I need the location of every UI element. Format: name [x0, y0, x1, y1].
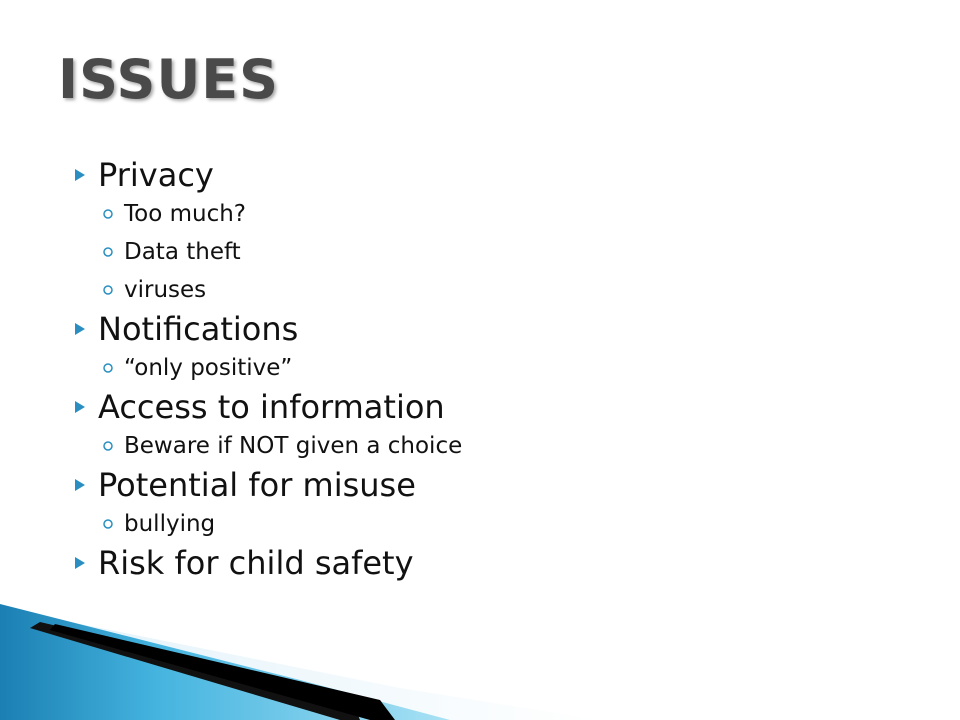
triangle-right-icon	[74, 556, 98, 570]
sub-bullet-text: Beware if NOT given a choice	[124, 433, 463, 459]
sub-bullet-text: viruses	[124, 277, 207, 303]
bullet-text: Notifications	[98, 310, 299, 348]
ring-icon	[102, 284, 124, 296]
bullet-text: Risk for child safety	[98, 544, 414, 582]
sub-bullet-text: bullying	[124, 511, 216, 537]
ring-icon	[102, 440, 124, 452]
sub-bullet-item	[74, 271, 462, 309]
bullet-item-access	[74, 387, 462, 427]
sub-bullet-item	[74, 505, 462, 543]
wave-blue-band	[0, 604, 450, 720]
triangle-right-icon	[74, 168, 98, 182]
triangle-right-icon	[74, 478, 98, 492]
bullet-text: Access to information	[98, 388, 445, 426]
sub-bullet-item	[74, 427, 462, 465]
bullet-item-child-safety	[74, 543, 462, 583]
bullet-list	[74, 155, 462, 583]
sub-bullet-item	[74, 233, 462, 271]
sub-bullet-text: Too much?	[124, 201, 247, 227]
bullet-text: Potential for misuse	[98, 466, 416, 504]
sub-bullet-text: Data theft	[124, 239, 241, 265]
bullet-item-notifications	[74, 309, 462, 349]
bullet-text: Privacy	[98, 156, 214, 194]
ring-icon	[102, 246, 124, 258]
sub-bullet-item	[74, 349, 462, 387]
sub-bullet-item	[74, 195, 462, 233]
ring-icon	[102, 362, 124, 374]
bullet-item-privacy	[74, 155, 462, 195]
triangle-right-icon	[74, 400, 98, 414]
sub-bullet-text: “only positive”	[124, 355, 293, 381]
ring-icon	[102, 518, 124, 530]
wave-decoration	[0, 600, 960, 720]
slide-title: ISSUES	[58, 48, 280, 111]
triangle-right-icon	[74, 322, 98, 336]
ring-icon	[102, 208, 124, 220]
bullet-item-misuse	[74, 465, 462, 505]
